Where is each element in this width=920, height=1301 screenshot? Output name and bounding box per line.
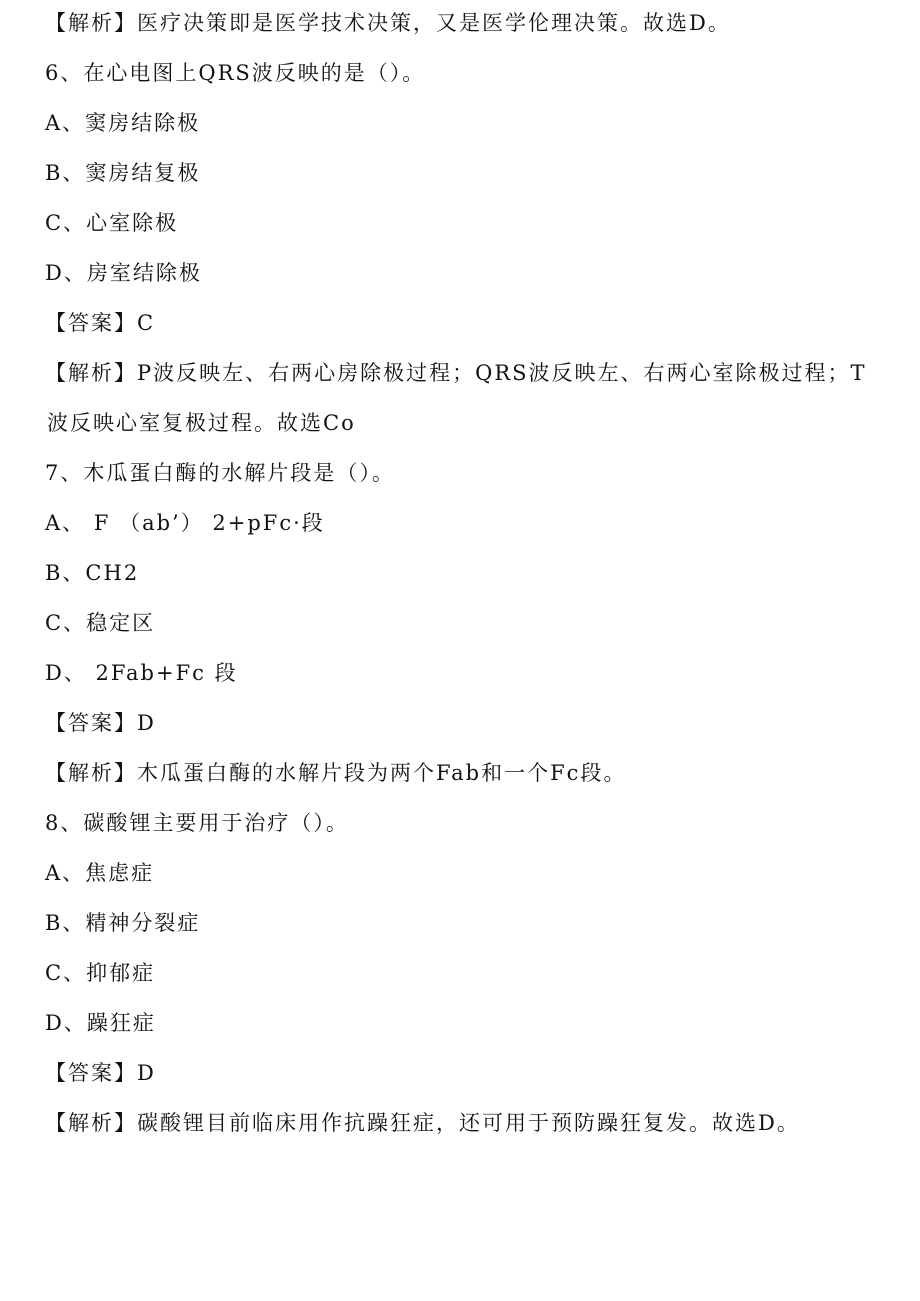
question-8-option-c: C、抑郁症 (45, 961, 156, 985)
question-6-analysis: 【解析】P波反映左、右两心房除极过程；QRS波反映左、右两心室除极过程；T (45, 361, 867, 385)
question-6-analysis-continued: 波反映心室复极过程。故选Co (47, 411, 356, 435)
question-7-option-b: B、CH2 (45, 561, 140, 585)
question-8-answer: 【答案】D (45, 1061, 156, 1085)
question-8-option-d: D、躁狂症 (45, 1011, 156, 1035)
question-6-option-d: D、房室结除极 (45, 261, 202, 285)
question-7-analysis: 【解析】木瓜蛋白酶的水解片段为两个Fab和一个Fc段。 (45, 761, 627, 785)
question-8-analysis: 【解析】碳酸锂目前临床用作抗躁狂症，还可用于预防躁狂复发。故选D。 (45, 1111, 800, 1135)
question-7-stem: 7、木瓜蛋白酶的水解片段是（）。 (45, 461, 395, 485)
question-7-answer: 【答案】D (45, 711, 156, 735)
question-6-option-b: B、窦房结复极 (45, 161, 201, 185)
question-7-option-c: C、稳定区 (45, 611, 156, 635)
question-8-option-b: B、精神分裂症 (45, 911, 201, 935)
question-8-stem: 8、碳酸锂主要用于治疗（）。 (45, 811, 349, 835)
question-6-stem: 6、在心电图上QRS波反映的是（）。 (45, 61, 426, 85)
question-6-answer: 【答案】C (45, 311, 156, 335)
question-7-option-a: A、 F （ab’） 2+pFc·段 (45, 511, 325, 535)
question-6-option-a: A、窦房结除极 (45, 111, 201, 135)
question-8-option-a: A、焦虑症 (45, 861, 155, 885)
question-7-option-d: D、 2Fab+Fc 段 (45, 661, 238, 685)
analysis-line: 【解析】医疗决策即是医学技术决策，又是医学伦理决策。故选D。 (45, 11, 731, 35)
question-6-option-c: C、心室除极 (45, 211, 179, 235)
